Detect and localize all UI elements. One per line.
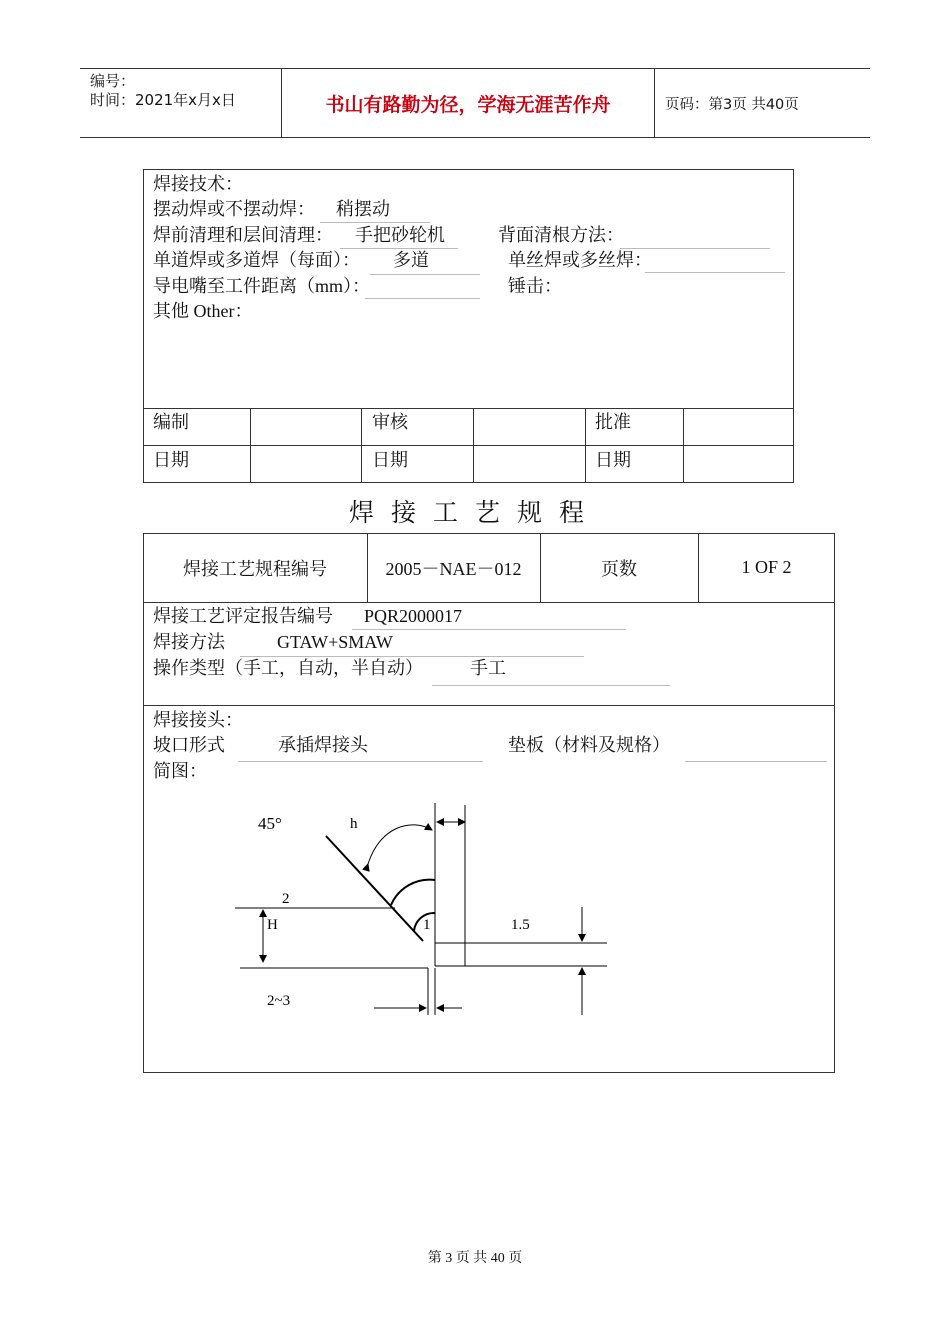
weld-arc	[391, 880, 435, 905]
time-label: 时间：2021年x月x日	[90, 91, 236, 109]
pqr-label: 焊接工艺评定报告编号	[153, 606, 333, 626]
pass-value: 多道	[393, 250, 429, 270]
motto: 书山有路勤为径，学海无涯苦作舟	[325, 93, 611, 116]
sketch-label: 简图：	[153, 761, 207, 781]
operation-value: 手工	[470, 658, 506, 678]
groove-value: 承插焊接头	[278, 735, 368, 755]
one-five-label: 1.5	[511, 917, 530, 933]
weave-label: 摆动焊或不摆动焊：	[153, 199, 315, 219]
one-label: 1	[423, 917, 431, 933]
gap-label: 2~3	[267, 993, 291, 1009]
spec-code-label: 焊接工艺规程编号	[183, 558, 327, 579]
two-label: 2	[282, 891, 290, 907]
other-label: 其他 Other：	[153, 301, 253, 321]
date-label: 日期	[372, 450, 408, 470]
h-label: h	[350, 816, 358, 832]
joint-heading: 焊接接头：	[153, 710, 243, 730]
H-label: H	[267, 917, 278, 933]
page-info: 页码：第3页 共40页	[665, 97, 799, 113]
date-label: 日期	[595, 450, 631, 470]
document-title: 焊接工艺规程	[348, 500, 601, 527]
method-label: 焊接方法	[153, 632, 225, 652]
prepared-by-label: 编制	[153, 412, 189, 432]
operation-label: 操作类型（手工，自动，半自动）	[153, 658, 423, 678]
tip-distance-label: 导电嘴至工件距离（mm）：	[153, 276, 371, 296]
pages-label: 页数	[601, 558, 637, 579]
cleaning-value: 手把砂轮机	[355, 225, 445, 245]
angle-arrow	[368, 825, 432, 864]
page-footer: 第 3 页 共 40 页	[427, 1251, 523, 1266]
date-label: 日期	[153, 450, 189, 470]
pass-label: 单道焊或多道焊（每面）：	[153, 250, 360, 270]
peening-label: 锤击：	[508, 276, 562, 296]
pqr-value: PQR2000017	[364, 606, 463, 626]
wire-label: 单丝焊或多丝焊：	[508, 250, 652, 270]
angle-label: 45°	[258, 814, 282, 833]
reviewed-by-label: 审核	[372, 412, 408, 432]
cleaning-label: 焊前清理和层间清理：	[153, 225, 333, 245]
method-value: GTAW+SMAW	[277, 632, 393, 652]
weld-slope-line	[326, 836, 423, 941]
approved-by-label: 批准	[595, 412, 631, 432]
spec-code-value: 2005－NAE－012	[385, 558, 522, 579]
pages-value: 1 OF 2	[741, 557, 792, 577]
weave-value: 稍摆动	[336, 199, 390, 219]
back-gouging-label: 背面清根方法：	[498, 225, 624, 245]
technique-heading: 焊接技术：	[153, 174, 243, 194]
number-label: 编号：	[90, 72, 136, 90]
groove-label: 坡口形式	[153, 735, 225, 755]
backing-label: 垫板（材料及规格）	[508, 735, 670, 755]
